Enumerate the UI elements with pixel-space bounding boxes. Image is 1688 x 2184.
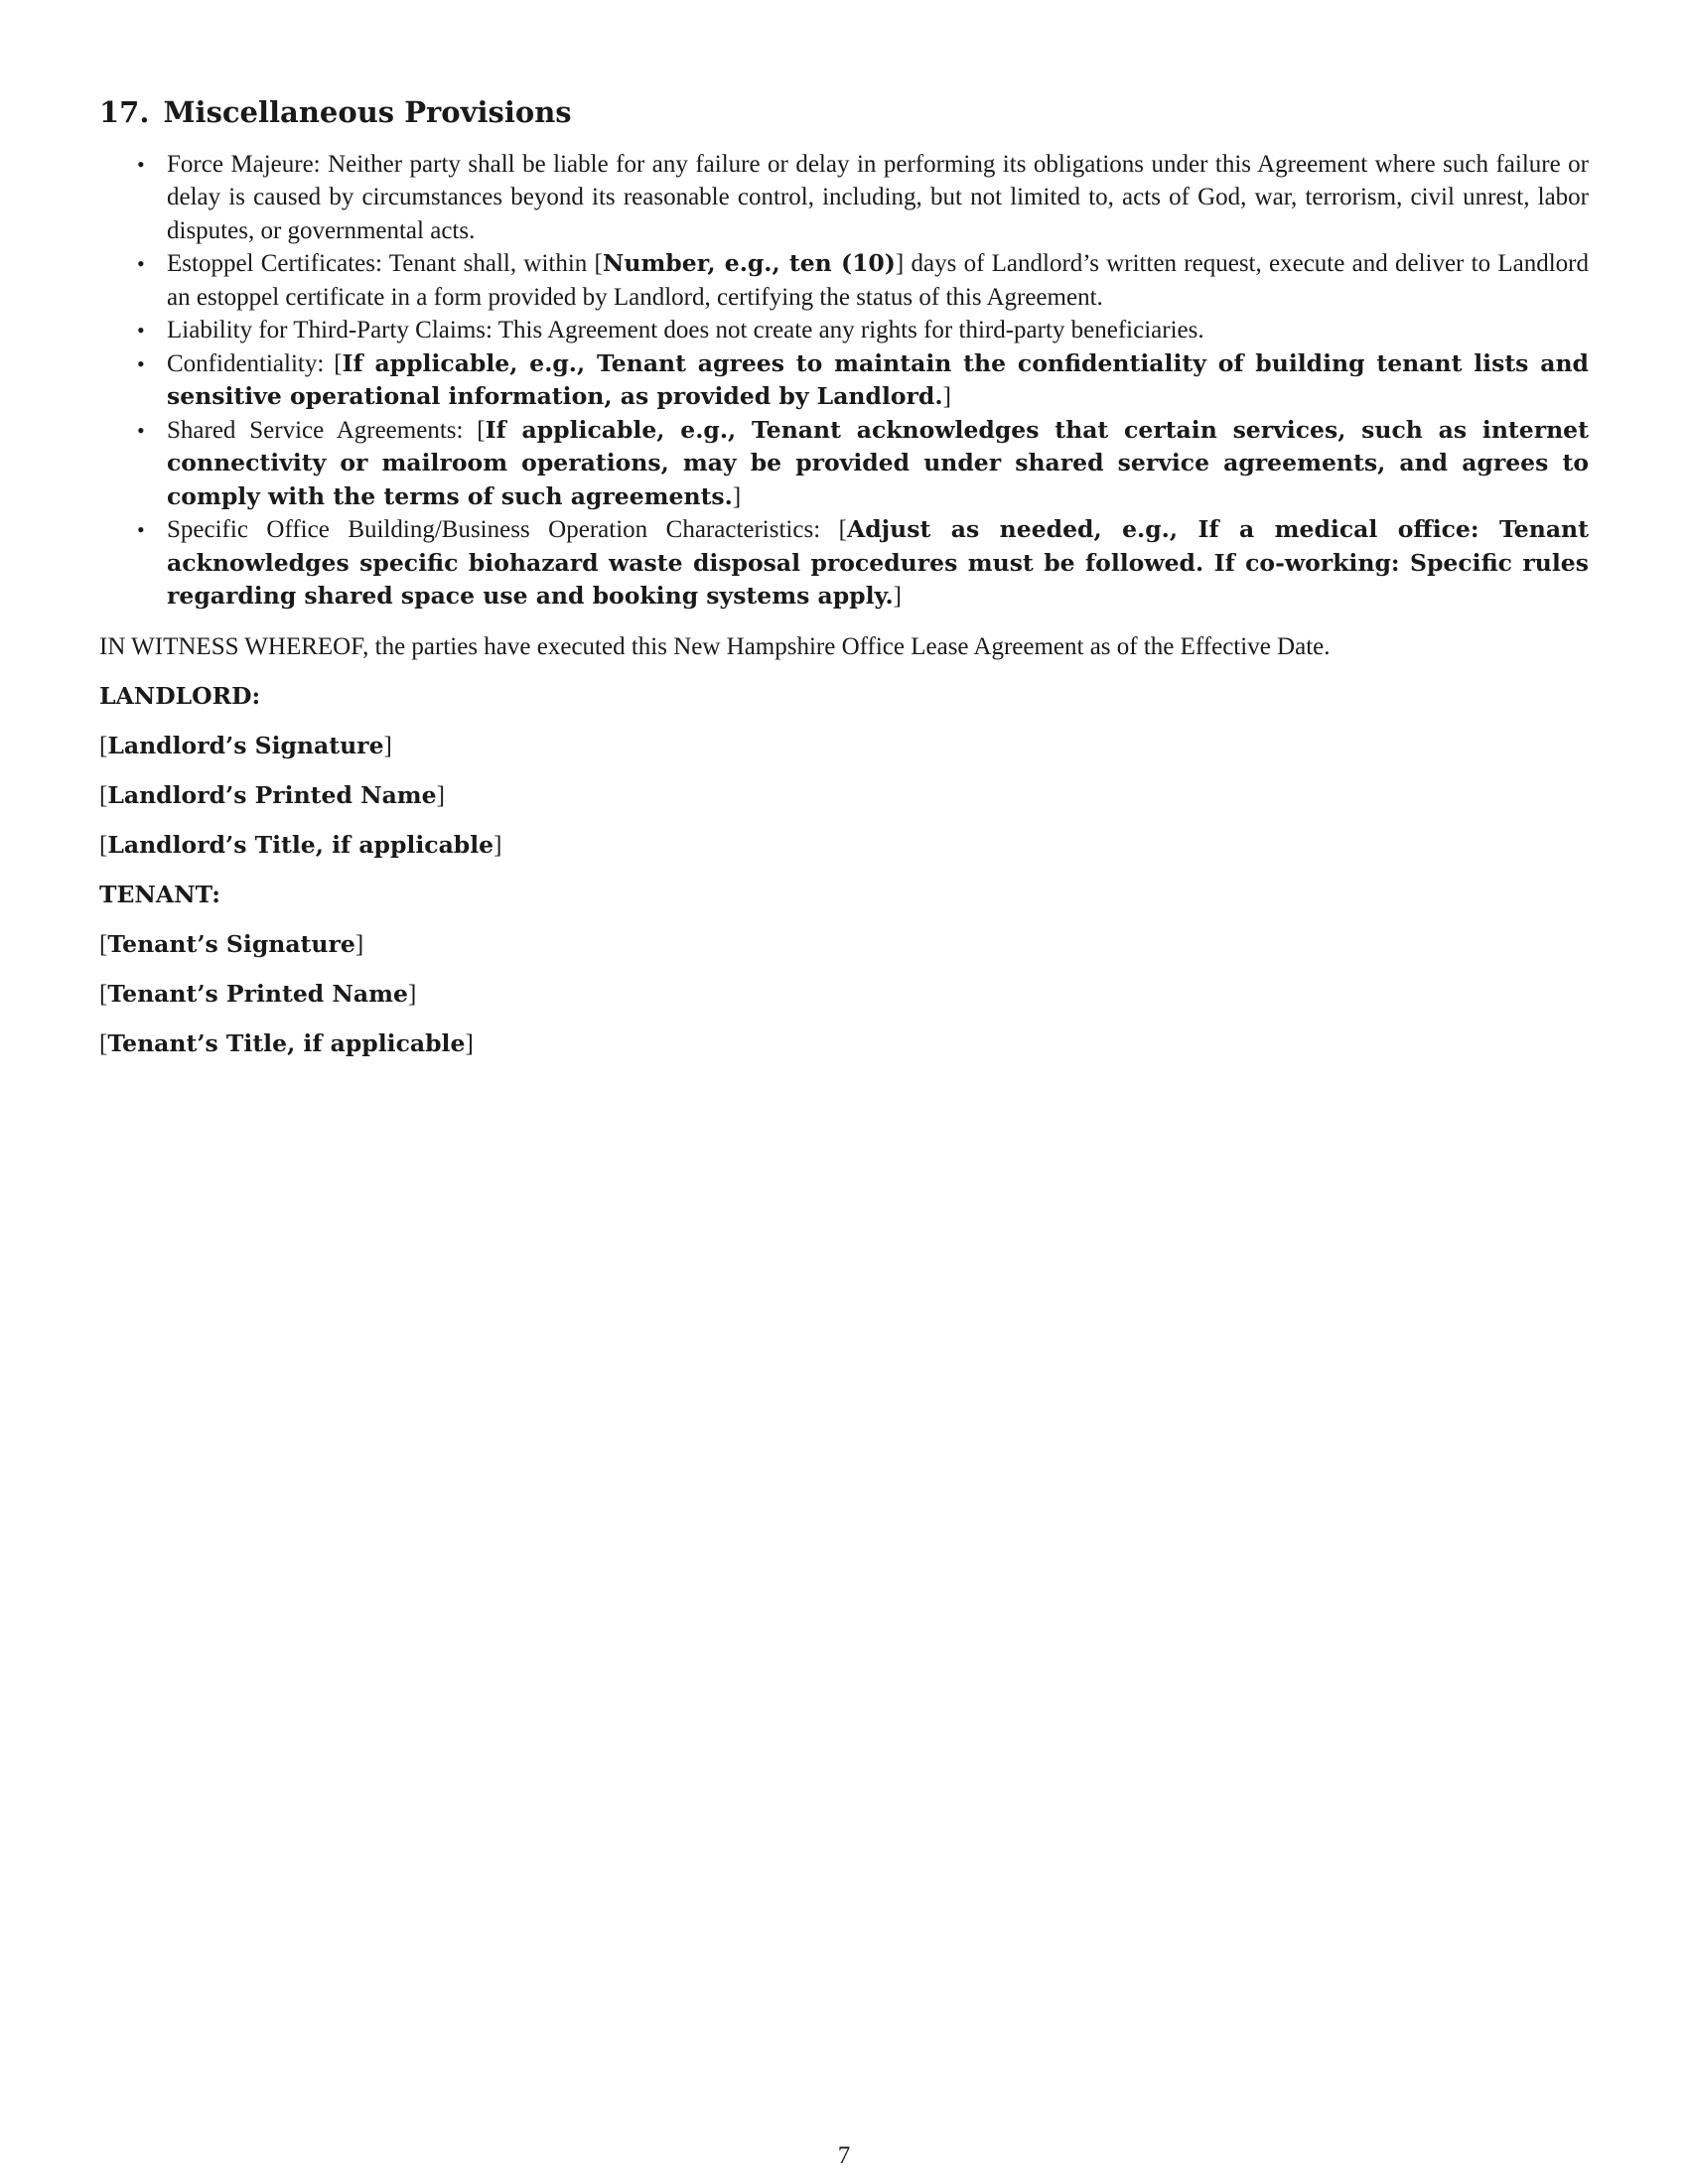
landlord-signature-placeholder: [Landlord’s Signature] bbox=[99, 732, 392, 760]
document-page bbox=[99, 95, 1589, 1060]
provision-shared-service-agreements: • Shared Service Agreements: [If applicable, e.g., Tenant acknowledges that certain services, such as internet connectivity or mailroom operations, may be provided under shared service agreements, and agrees to comply with the terms of such agreements.] bbox=[137, 415, 1589, 510]
provision-confidentiality: • Confidentiality: [If applicable, e.g., Tenant agrees to maintain the confidentiality of building tenant lists and sensitive operational information, as provided by Landlord.] bbox=[137, 348, 1589, 411]
landlord-printed-name-placeholder: [Landlord’s Printed Name] bbox=[99, 781, 445, 810]
provision-force-majeure: • Force Majeure: Neither party shall be liable for any failure or delay in performing its obligations under this Agreement where such failure or delay is caused by circumstances beyond its reasonable control, including, but not limited to, acts of God, war, terrorism, civil unrest, labor disputes, or governmental acts. bbox=[167, 148, 1589, 248]
landlord-heading: LANDLORD: bbox=[99, 682, 261, 711]
bullet-icon: • bbox=[137, 318, 145, 343]
landlord-title-placeholder: [Landlord’s Title, if applicable] bbox=[99, 831, 502, 860]
bullet-icon: • bbox=[137, 350, 145, 376]
provision-estoppel-certificates: • Estoppel Certificates: Tenant shall, within [Number, e.g., ten (10)] days of Landlord’s written request, execute and deliver to Landlord an estoppel certificate in a form provided by Landlord, certifying the status of this Agreement. bbox=[137, 249, 1589, 311]
section-heading bbox=[99, 95, 1589, 130]
bullet-icon: • bbox=[137, 151, 145, 177]
bullet-icon: • bbox=[137, 517, 145, 543]
placeholder-text: If applicable, e.g., Tenant agrees to maintain the confidentiality of building tenant lists and sensitive operational information, as provided by Landlord. bbox=[167, 348, 1589, 411]
tenant-title-placeholder: [Tenant’s Title, if applicable] bbox=[99, 1029, 474, 1058]
section-title: Miscellaneous Provisions bbox=[163, 95, 572, 129]
witness-clause: IN WITNESS WHEREOF, the parties have executed this New Hampshire Office Lease Agreement as of the Effective Date. bbox=[99, 632, 1331, 660]
bullet-icon: • bbox=[137, 417, 145, 443]
provision-building-characteristics: • Specific Office Building/Business Operation Characteristics: [Adjust as needed, e.g., If a medical office: Tenant acknowledges specific biohazard waste disposal procedures must be followed. If co-working: Specific rules regarding shared space use and booking systems apply.] bbox=[137, 515, 1589, 611]
bullet-icon: • bbox=[137, 251, 145, 277]
provisions-list bbox=[99, 148, 1589, 614]
placeholder-text: Adjust as needed, e.g., If a medical office: Tenant acknowledges specific biohazard waste disposal procedures must be followed. If co-working: Specific rules regarding shared space use and booking systems apply. bbox=[167, 515, 1589, 611]
section-number: 17. bbox=[99, 95, 150, 129]
placeholder-text: If applicable, e.g., Tenant acknowledges that certain services, such as internet connectivity or mailroom operations, may be provided under shared service agreements, and agrees to comply with the terms of such agreements. bbox=[167, 415, 1589, 510]
tenant-signature-placeholder: [Tenant’s Signature] bbox=[99, 930, 364, 959]
tenant-printed-name-placeholder: [Tenant’s Printed Name] bbox=[99, 980, 417, 1009]
provision-third-party-claims: • Liability for Third-Party Claims: This Agreement does not create any rights for third-party beneficiaries. bbox=[167, 314, 1589, 347]
placeholder-text: Number, e.g., ten (10) bbox=[602, 249, 896, 278]
tenant-heading: TENANT: bbox=[99, 881, 220, 909]
page-number: 7 bbox=[837, 2142, 851, 2169]
